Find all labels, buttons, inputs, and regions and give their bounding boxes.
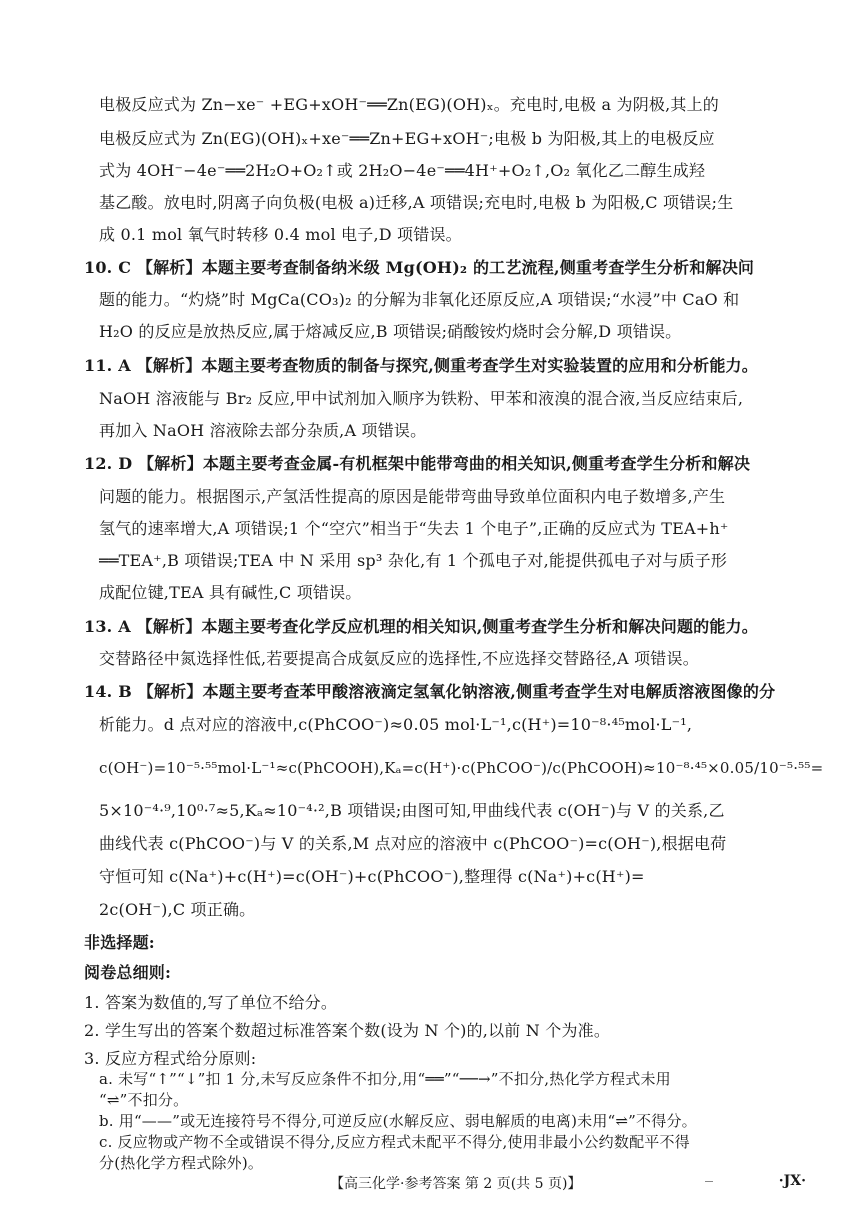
text-line: 电极反应式为 Zn−xe⁻ +EG+xOH⁻══Zn(EG)(OH)ₓ。充电时,电极 a 为阴极,其上的 (99, 95, 720, 114)
text-line: ══TEA⁺,B 项错误;TEA 中 N 采用 sp³ 杂化,有 1 个孤电子对,能提供孤电子对与质子形 (99, 551, 728, 570)
formula-line: c(OH⁻)=10⁻⁵·⁵⁵mol·L⁻¹≈c(PhCOOH),Kₐ=c(H⁺)·c(PhCOO⁻)/c(PhCOOH)≈10⁻⁸·⁴⁵×0.05/10⁻⁵·⁵⁵= (99, 759, 824, 777)
rule-subitem: “⇌”不扣分。 (99, 1091, 189, 1109)
text-line: 成 0.1 mol 氧气时转移 0.4 mol 电子,D 项错误。 (99, 225, 462, 244)
text-line: 5×10⁻⁴·⁹,10⁰·⁷≈5,Kₐ≈10⁻⁴·²,B 项错误;由图可知,甲曲线代表 c(OH⁻)与 V 的关系,乙 (99, 801, 725, 820)
text-line: 成配位键,TEA 具有碱性,C 项错误。 (99, 583, 362, 602)
footer-mark (705, 1181, 713, 1182)
rule-item: 3. 反应方程式给分原则: (84, 1049, 257, 1068)
text-line: 曲线代表 c(PhCOO⁻)与 V 的关系,M 点对应的溶液中 c(PhCOO⁻)=c(OH⁻),根据电荷 (99, 834, 727, 853)
text-line: 交替路径中氮选择性低,若要提高合成氨反应的选择性,不应选择交替路径,A 项错误。 (99, 649, 699, 668)
text-line: H₂O 的反应是放热反应,属于熔减反应,B 项错误;硝酸铵灼烧时会分解,D 项错误。 (99, 322, 682, 341)
footer-code: ·JX· (778, 1173, 806, 1189)
text-line: 基乙酸。放电时,阴离子向负极(电极 a)迁移,A 项错误;充电时,电极 b 为阳极,C 项错误;生 (99, 193, 734, 212)
text-line: 电极反应式为 Zn(EG)(OH)ₓ+xe⁻══Zn+EG+xOH⁻;电极 b 为阳极,其上的电极反应 (99, 129, 715, 148)
rule-subitem: b. 用“——”或无连接符号不得分,可逆反应(水解反应、弱电解质的电离)未用“⇌”不得分。 (99, 1112, 697, 1130)
section-heading: 非选择题: (84, 933, 155, 952)
rule-item: 1. 答案为数值的,写了单位不给分。 (84, 993, 338, 1012)
section-heading: 阅卷总细则: (84, 963, 172, 982)
text-line: 问题的能力。根据图示,产氢活性提高的原因是能带弯曲导致单位面积内电子数增多,产生 (99, 487, 726, 506)
text-line: 守恒可知 c(Na⁺)+c(H⁺)=c(OH⁻)+c(PhCOO⁻),整理得 c(Na⁺)+c(H⁺)= (99, 867, 645, 886)
answer-12-heading: 12. D 【解析】本题主要考查金属-有机框架中能带弯曲的相关知识,侧重考查学生分析和解决 (84, 454, 751, 473)
answer-14-heading: 14. B 【解析】本题主要考查苯甲酸溶液滴定氢氧化钠溶液,侧重考查学生对电解质溶液图像的分 (84, 682, 776, 701)
page-footer (0, 1173, 868, 1197)
text-line: 2c(OH⁻),C 项正确。 (99, 900, 256, 919)
text-line: 析能力。d 点对应的溶液中,c(PhCOO⁻)≈0.05 mol·L⁻¹,c(H⁺)=10⁻⁸·⁴⁵mol·L⁻¹, (99, 715, 693, 734)
rule-subitem: 分(热化学方程式除外)。 (99, 1154, 264, 1172)
rule-subitem: c. 反应物或产物不全或错误不得分,反应方程式未配平不得分,使用非最小公约数配平不得 (99, 1133, 690, 1151)
answer-11-heading: 11. A 【解析】本题主要考查物质的制备与探究,侧重考查学生对实验装置的应用和分析能力。 (84, 356, 758, 375)
rule-item: 2. 学生写出的答案个数超过标准答案个数(设为 N 个)的,以前 N 个为准。 (84, 1021, 611, 1040)
rule-subitem: a. 未写“↑”“↓”扣 1 分,未写反应条件不扣分,用“══”“──→”不扣分,热化学方程式未用 (99, 1070, 671, 1088)
text-line: 题的能力。“灼烧”时 MgCa(CO₃)₂ 的分解为非氧化还原反应,A 项错误;“水浸”中 CaO 和 (99, 290, 740, 309)
text-line: 氢气的速率增大,A 项错误;1 个“空穴”相当于“失去 1 个电子”,正确的反应式为 TEA+h⁺ (99, 519, 729, 538)
answer-10-heading: 10. C 【解析】本题主要考查制备纳米级 Mg(OH)₂ 的工艺流程,侧重考查学生分析和解决问 (84, 258, 755, 277)
answer-13-heading: 13. A 【解析】本题主要考查化学反应机理的相关知识,侧重考查学生分析和解决问题的能力。 (84, 617, 758, 636)
text-line: 式为 4OH⁻−4e⁻══2H₂O+O₂↑或 2H₂O−4e⁻══4H⁺+O₂↑,O₂ 氧化乙二醇生成羟 (99, 161, 706, 180)
footer-title: 【高三化学·参考答案 第 2 页(共 5 页)】 (330, 1176, 582, 1192)
text-line: NaOH 溶液能与 Br₂ 反应,甲中试剂加入顺序为铁粉、甲苯和液溴的混合液,当反应结束后, (99, 389, 744, 408)
text-line: 再加入 NaOH 溶液除去部分杂质,A 项错误。 (99, 421, 427, 440)
